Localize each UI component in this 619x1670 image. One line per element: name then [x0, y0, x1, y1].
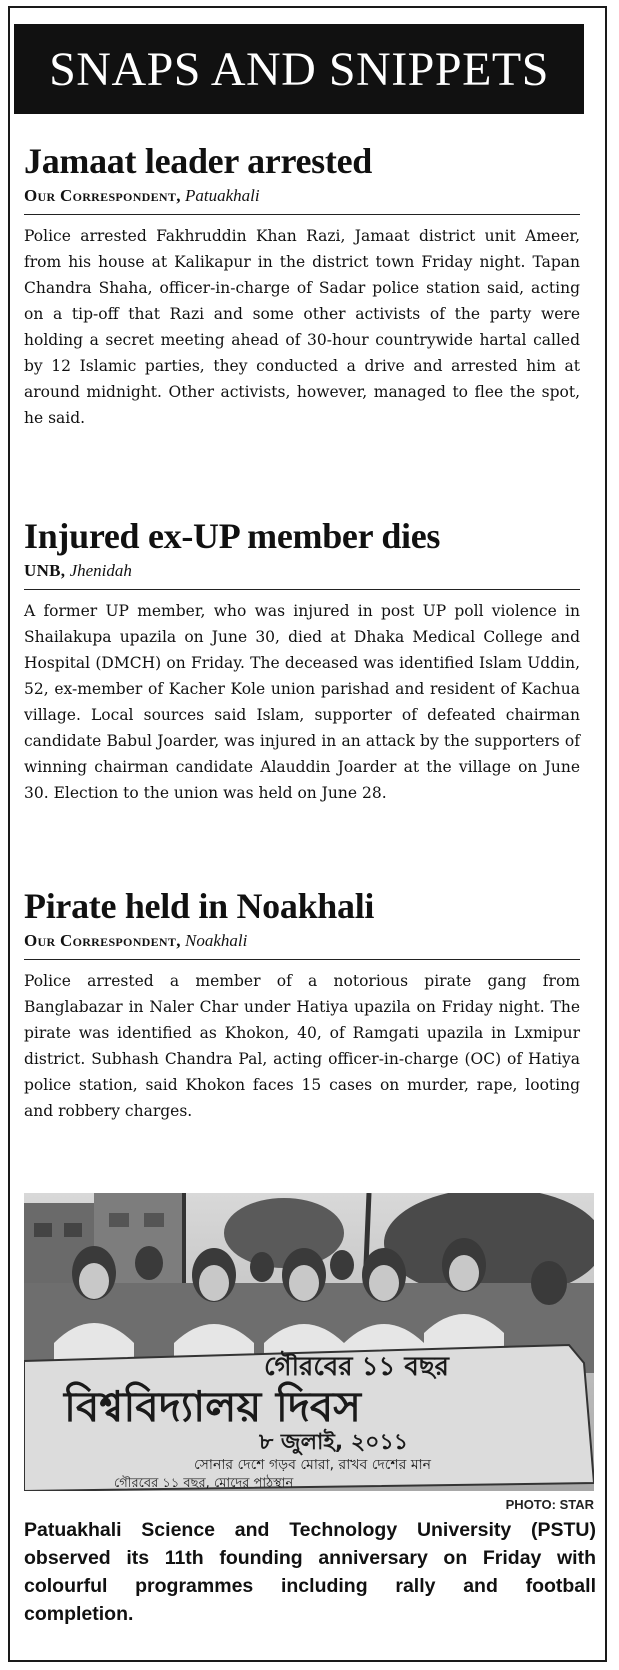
banner-line-3: ৮ জুলাই, ২০১১	[259, 1430, 409, 1455]
section-title: SNAPS AND SNIPPETS	[49, 42, 549, 96]
story-body: Police arrested Fakhruddin Khan Razi, Jamaat district unit Ameer, from his house at Kalikapur in the district town Friday night. Tapan Chandra Shaha, officer-in-charge of Sadar police station said, acting on a tip-off that Razi and some other activists of the party were holding a secret meeting ahead of 30-hour countrywide hartal called by 12 Islamic parties, they conducted a drive and arrested him at around midnight. Other activists, however, managed to flee the spot, he said.	[24, 227, 580, 427]
story-byline	[24, 561, 580, 583]
story-injured-member	[24, 517, 580, 806]
byline-place: Noakhali	[185, 931, 248, 950]
byline-divider	[24, 959, 580, 960]
story-pirate-held	[24, 887, 580, 1124]
banner-line-2: বিশ্ববিদ্যালয় দিবস	[64, 1382, 362, 1431]
photo-caption: Patuakhali Science and Technology University (PSTU) observed its 11th founding anniversary on Friday with colourful programmes including rally and football completion.	[24, 1519, 596, 1625]
story-jamaat-leader	[24, 142, 580, 431]
story-headline: Pirate held in Noakhali	[24, 886, 375, 926]
story-byline	[24, 931, 580, 953]
byline-place: Jhenidah	[69, 561, 132, 580]
story-body: A former UP member, who was injured in post UP poll violence in Shailakupa upazila on June 30, died at Dhaka Medical College and Hospital (DMCH) on Friday. The deceased was identified Islam Uddin, 52, ex-member of Kacher Kole union parishad and resident of Kachua village. Local sources said Islam, supporter of defeated chairman candidate Babul Joarder, was injured in an attack by the supporters of winning chairman candidate Alauddin Joarder at the village on June 30. Election to the union was held on June 28.	[24, 602, 580, 802]
story-headline: Injured ex-UP member dies	[24, 516, 441, 556]
rally-photo	[24, 1193, 594, 1491]
byline-agency: Our Correspondent,	[24, 931, 181, 950]
story-byline	[24, 186, 580, 208]
byline-agency: UNB,	[24, 561, 66, 580]
banner-line-5: গৌরবের ১১ বছর, মোদের পাঠস্থান	[114, 1476, 294, 1491]
byline-place: Patuakhali	[185, 186, 260, 205]
banner-line-4: সোনার দেশে গড়ব মোরা, রাখব দেশের মান	[194, 1457, 432, 1473]
story-body: Police arrested a member of a notorious pirate gang from Banglabazar in Naler Char under Hatiya upazila on Friday night. The pirate was identified as Khokon, 40, of Ramgati upazila in Lxmipur district. Subhash Chandra Pal, acting officer-in-charge (OC) of Hatiya police station, said Khokon faces 15 cases on murder, rape, looting and robbery charges.	[24, 972, 580, 1120]
byline-agency: Our Correspondent,	[24, 186, 181, 205]
byline-divider	[24, 589, 580, 590]
photo-credit: PHOTO: STAR	[505, 1497, 594, 1512]
story-headline: Jamaat leader arrested	[24, 141, 372, 181]
byline-divider	[24, 214, 580, 215]
banner-line-1: গৌরবের ১১ বছর	[264, 1352, 449, 1382]
section-masthead	[14, 24, 584, 114]
